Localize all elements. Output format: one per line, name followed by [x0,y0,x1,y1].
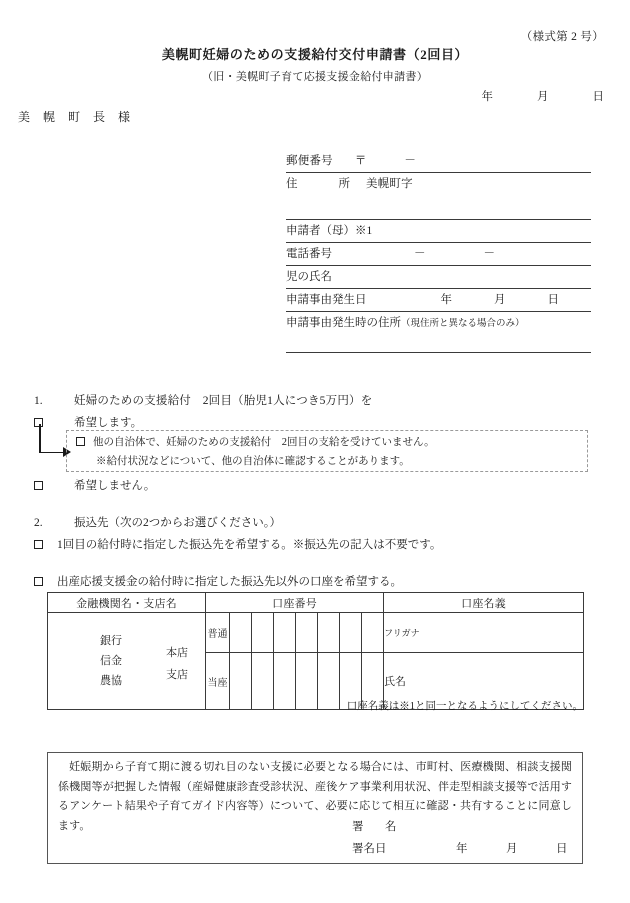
account-digit-cell[interactable] [274,613,296,653]
section-1-sub-checkbox-label: 他の自治体で、妊婦のための支援給付 2回目の支給を受けていません。 [93,437,435,448]
table-header-row [48,593,584,613]
connector-arrow-horizontal-icon [39,452,66,454]
signature-date-label: 署名日 [352,843,387,855]
event-date-year: 年 [440,294,452,306]
addressee: 美 幌 町 長 様 [18,110,136,124]
signature-date-year: 年 [456,843,468,855]
institution-type-nokyo: 農協 [100,675,122,687]
form-number: （様式第 2 号） [520,31,604,43]
event-date-label: 申請事由発生日 [286,294,367,306]
postal-dash: － [404,155,416,167]
section-2-heading [34,514,281,530]
address-label: 住 所 [286,178,356,190]
section-2-option-1[interactable] [34,536,441,552]
branch-type-head: 本店 [166,647,188,659]
bank-table-note: 口座名義は※1と同一となるようにしてください。 [346,701,583,712]
branch-type-branch: 支店 [166,669,188,681]
child-name-row[interactable] [286,266,591,289]
section-2-option-2-label: 出産応援支援金の給付時に指定した振込先以外の口座を希望する。 [57,576,402,588]
account-digit-cell[interactable] [296,613,318,653]
checkbox-icon-other-municipality[interactable] [76,437,85,446]
section-1-heading [34,392,372,408]
applicant-name-label: 申請者（母）※1 [286,225,373,237]
event-address-row[interactable] [286,312,591,353]
postal-code-label: 郵便番号 [286,155,333,167]
institution-cell[interactable] [48,613,206,710]
event-address-label: 申請事由発生時の住所 [286,317,401,329]
furigana-cell[interactable]: フリガナ [384,613,584,653]
account-digit-cell[interactable] [252,613,274,653]
consent-text [58,758,572,836]
header-account-holder: 口座名義 [384,593,584,613]
postal-code-row[interactable] [286,150,591,173]
account-type-ordinary[interactable]: 普通 [206,613,230,653]
account-type-current[interactable]: 当座 [206,653,230,710]
section-2-option-2[interactable] [34,573,402,589]
section-1-option-no[interactable] [34,477,155,493]
account-digit-cell[interactable] [340,613,362,653]
event-date-row[interactable] [286,289,591,312]
child-name-label: 児の氏名 [286,271,332,283]
submission-date-line [0,88,630,104]
section-1-option-yes[interactable] [34,414,142,430]
institution-type-bank: 銀行 [100,635,122,647]
address-prefix: 美幌町字 [366,178,413,190]
postal-mark-icon: 〒 [354,155,367,167]
institution-type-shinkin: 信金 [100,655,122,667]
section-2-option-1-label: 1回目の給付時に指定した振込先を希望する。※振込先の記入は不要です。 [57,539,442,551]
section-2-title: 振込先（次の2つからお選びください。） [74,517,281,529]
signature-label: 署 名 [352,821,402,833]
section-1-option-yes-label: 希望します。 [74,417,143,429]
consent-body: 妊娠期から子育て期に渡る切れ目のない支援に必要となる場合には、市町村、医療機関、相談支援関係機関等が把握した情報（産婦健康診査受診状況、産後ケア事業利用状況、伴走型相談支援等で活用するアンケート結果や子育てガイド内容等）について、必要に応じて相互に確認・共有することに同意します。 [58,761,572,832]
section-1-sub-checkbox-row[interactable] [76,434,435,449]
account-digit-cell[interactable] [362,613,384,653]
table-row-ordinary-account [48,613,584,653]
institution-type-list [100,631,122,691]
section-2-number: 2. [34,517,43,529]
account-digit-cell[interactable] [318,613,340,653]
event-date-day: 日 [547,294,559,306]
page-subtitle: （旧・美幌町子育て応援支援金給付申請書） [202,71,428,83]
checkbox-icon-wish-no[interactable] [34,481,43,490]
telephone-dash-2: － [483,248,495,260]
header-account-number: 口座番号 [206,593,384,613]
submission-date-month: 月 [537,91,549,103]
section-1-title: 妊婦のための支援給付 2回目（胎児1人につき5万円）を [74,395,373,407]
event-date-month: 月 [494,294,506,306]
telephone-row[interactable] [286,243,591,266]
branch-type-list [166,642,188,686]
checkbox-icon-same-account[interactable] [34,540,43,549]
account-name-cell[interactable]: 氏名 [384,653,584,710]
section-1-option-no-label: 希望しません。 [74,480,156,492]
address-row[interactable] [286,173,591,220]
signature-date-day: 日 [556,843,568,855]
header-institution: 金融機関名・支店名 [48,593,206,613]
bank-account-table [47,592,584,710]
signature-date-month: 月 [506,843,518,855]
submission-date-year: 年 [481,91,493,103]
applicant-info-block [286,150,591,353]
connector-arrow-vertical-icon [39,424,41,453]
telephone-label: 電話番号 [286,248,332,260]
telephone-dash-1: － [414,248,426,260]
submission-date-day: 日 [592,91,604,103]
applicant-name-row[interactable] [286,220,591,243]
page-title: 美幌町妊婦のための支援給付交付申請書（2回目） [161,47,469,62]
section-1-sub-note: ※給付状況などについて、他の自治体に確認することがあります。 [96,456,410,467]
event-address-note: （現住所と異なる場合のみ） [401,319,525,329]
account-digit-cell[interactable] [230,613,252,653]
section-1-number: 1. [34,395,43,407]
checkbox-icon-other-account[interactable] [34,577,43,586]
